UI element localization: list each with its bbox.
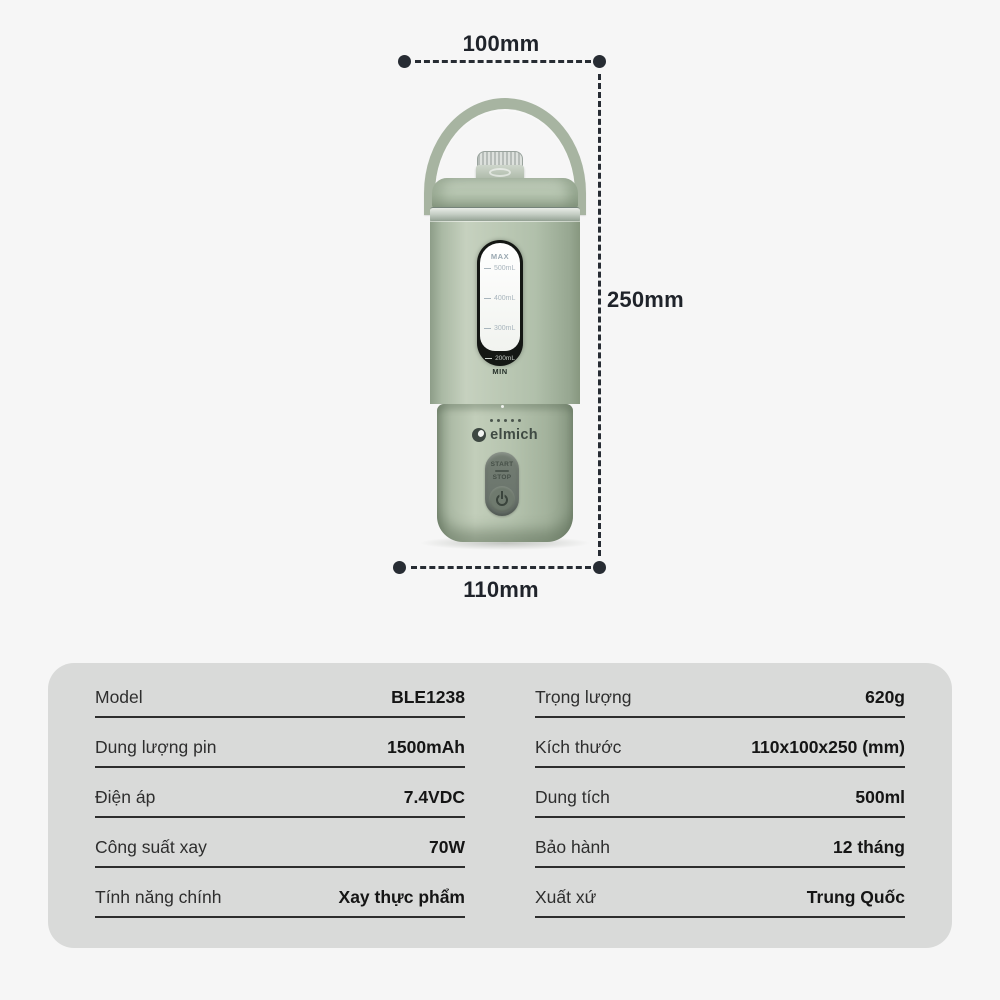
spec-row (95, 818, 465, 868)
button-divider (495, 470, 509, 472)
gauge-min-label: MIN (492, 367, 508, 376)
brand-logo (430, 427, 580, 443)
dimension-endpoint-dot (398, 55, 411, 68)
elmich-logo-icon (472, 428, 486, 442)
spec-value: 110x100x250 (mm) (751, 737, 905, 757)
spec-label: Bảo hành (535, 837, 610, 857)
start-label: START (490, 461, 514, 468)
brand-name: elmich (490, 427, 538, 443)
spec-row (535, 668, 905, 718)
dimension-width-top: 100mm (462, 31, 540, 56)
gauge-tick (484, 268, 491, 269)
spec-row (95, 668, 465, 718)
spec-value: Trung Quốc (806, 887, 905, 907)
gauge-level (484, 293, 515, 303)
water-level-window (480, 243, 520, 351)
spec-row (535, 818, 905, 868)
gauge-low-level (480, 354, 520, 363)
led-indicator-dots (430, 419, 580, 422)
spec-column-right (535, 663, 905, 918)
spec-row (95, 718, 465, 768)
spec-label: Điện áp (95, 787, 156, 807)
spec-value: 70W (429, 837, 465, 857)
cap-spout-highlight (489, 168, 511, 177)
stop-label: STOP (492, 474, 512, 481)
spec-label: Model (95, 687, 143, 707)
spec-label: Dung lượng pin (95, 737, 217, 757)
alignment-dot (501, 405, 504, 408)
spec-card (48, 663, 952, 948)
dimension-endpoint-dot (593, 561, 606, 574)
blender-lid (432, 178, 578, 208)
spec-row (95, 768, 465, 818)
spec-value: 1500mAh (387, 737, 465, 757)
spec-column-left (95, 663, 465, 918)
gauge-tick (484, 328, 491, 329)
dimension-line-right (598, 74, 601, 556)
spec-label: Tính năng chính (95, 887, 222, 907)
spec-row (535, 868, 905, 918)
spec-label: Công suất xay (95, 837, 207, 857)
spec-row (535, 768, 905, 818)
gauge-tick (484, 298, 491, 299)
spec-label: Kích thước (535, 737, 622, 757)
spec-value: BLE1238 (391, 687, 465, 707)
spec-value: 500ml (855, 787, 905, 807)
spec-label: Xuất xứ (535, 887, 597, 907)
gauge-level-label: 300mL (494, 324, 516, 332)
spec-row (535, 718, 905, 768)
dimension-endpoint-dot (393, 561, 406, 574)
dimension-line-bottom (411, 566, 591, 569)
gauge-level-label: 400mL (494, 294, 516, 302)
power-icon-bar (501, 491, 504, 499)
gauge-level-label: 200mL (495, 355, 515, 362)
spec-row (95, 868, 465, 918)
gauge-level (484, 263, 515, 273)
gauge-level (484, 323, 515, 333)
power-button (489, 486, 515, 512)
spec-value: 7.4VDC (403, 787, 465, 807)
spec-value: 12 tháng (833, 837, 905, 857)
gauge-tick (485, 358, 492, 359)
dimension-height-right: 250mm (607, 287, 684, 312)
spec-label: Dung tích (535, 787, 610, 807)
dimension-line-top (415, 60, 591, 63)
spec-value: Xay thực phẩm (338, 887, 465, 907)
spec-label: Trọng lượng (535, 687, 632, 707)
spec-value: 620g (865, 687, 905, 707)
dimension-endpoint-dot (593, 55, 606, 68)
dimension-width-bottom: 110mm (463, 577, 539, 602)
gauge-level-label: 500mL (494, 264, 516, 272)
gauge-max-label: MAX (490, 252, 510, 261)
